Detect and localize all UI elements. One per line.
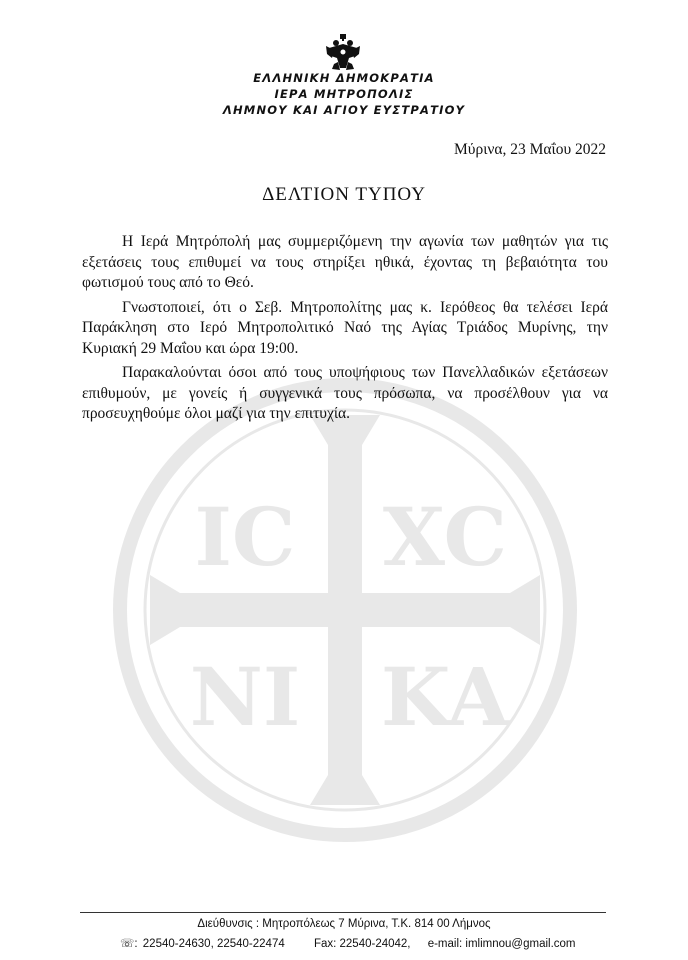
header-line-region: ΛΗΜΝΟΥ ΚΑΙ ΑΓΙΟΥ ΕΥΣΤΡΑΤΙΟΥ bbox=[222, 103, 466, 117]
body-paragraph: Γνωστοποιεί, ότι ο Σεβ. Μητροπολίτης μας κ. Ιερόθεος θα τελέσει Ιερά Παράκληση στο Ιερό Μητροπολιτικό Ναό της Αγίας Τριάδος Μυρίνης, την Κυριακή 29 Μαΐου και ώρα 19:00. bbox=[82, 298, 608, 357]
header-line-metropolis: ΙΕΡΑ ΜΗΤΡΟΠΟΛΙΣ bbox=[274, 87, 414, 101]
body-paragraph: Η Ιερά Μητρόπολή μας συμμεριζόμενη την αγωνία των μαθητών για τις εξετάσεις τους επιθυμεί να τους στηρίξει ηθικά, έχοντας τη βεβαιότητα του φωτισμού τους από το Θεό. bbox=[82, 233, 608, 291]
cross-watermark bbox=[110, 375, 580, 845]
footer-address: Διεύθυνσις : Μητροπόλεως 7 Μύρινα, Τ.Κ. 814 00 Λήμνος bbox=[197, 918, 491, 930]
document-title: ΔΕΛΤΙΟΝ ΤΥΠΟΥ bbox=[262, 184, 426, 205]
header-line-state: ΕΛΛΗΝΙΚΗ ΔΗΜΟΚΡΑΤΙΑ bbox=[253, 71, 435, 85]
document-body bbox=[82, 232, 608, 429]
body-paragraph: Παρακαλούνται όσοι από τους υποψήφιους των Πανελλαδικών εξετάσεων επιθυμούν, με γονείς ή συγγενικά τους πρόσωπα, να προσέλθουν για να προσευχηθούμε όλοι μαζί για την επιτυχία. bbox=[82, 364, 608, 422]
footer-email: e-mail: imlimnou@gmail.com bbox=[427, 938, 576, 950]
telephone-icon: ☏: bbox=[120, 938, 138, 950]
double-headed-eagle-emblem bbox=[326, 34, 360, 70]
watermark-letters-top-left: IC bbox=[194, 490, 296, 584]
footer-contacts bbox=[120, 936, 578, 950]
document-date: Μύρινα, 23 Μαΐου 2022 bbox=[454, 141, 606, 158]
watermark-letters-bottom-right: KA bbox=[380, 650, 510, 744]
footer-divider bbox=[80, 912, 606, 913]
watermark-letters-bottom-left: NI bbox=[189, 650, 301, 744]
footer-phone: 22540-24630, 22540-22474 bbox=[142, 938, 285, 950]
footer-fax: Fax: 22540-24042, bbox=[313, 938, 411, 950]
watermark-letters-top-right: XC bbox=[382, 490, 508, 584]
